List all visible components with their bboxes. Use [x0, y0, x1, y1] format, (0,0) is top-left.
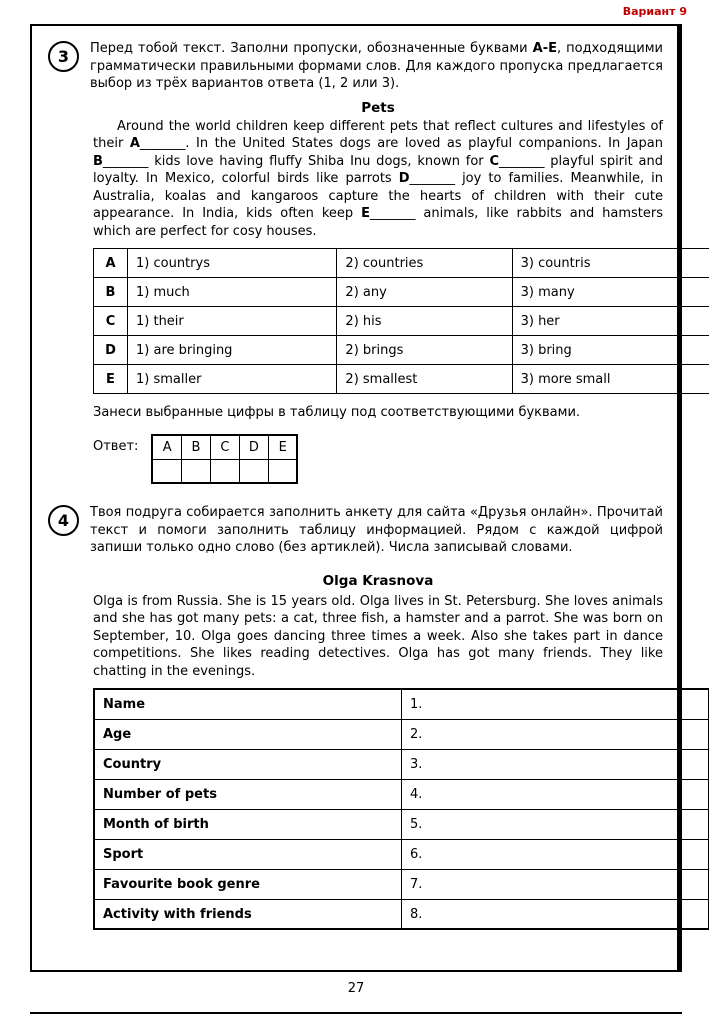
form-value: 6. [402, 839, 709, 869]
form-row [94, 779, 709, 809]
option-cell: 3) many [512, 278, 709, 307]
form-row [94, 809, 709, 839]
form-value: 7. [402, 869, 709, 899]
task3-reading-text: Around the world children keep different pets that reflect cultures and lifestyles of their A_______. In the United States dogs are loved as playful companions. In Japan B_______ kids love having fluffy Shiba Inu dogs, known for C_______ playful spirit and loyalty. In Mexico, colorful birds like parrots D_______ joy to families. Meanwhile, in Australia, koalas and kangaroos capture the hearts of children with their cute appearance. In India, kids often keep E_______ animals, like rabbits and hamsters which are perfect for cosy houses. [93, 118, 663, 239]
task3-header [46, 40, 663, 93]
answer-grid [151, 434, 298, 484]
task4-reading-text: Olga is from Russia. She is 15 years old. Olga lives in St. Petersburg. She loves animals and she has got many pets: a cat, three fish, a hamster and a parrot. She was born on September, 10. Olga goes dancing three times a week. Also she takes part in dance competitions. She likes reading detectives. Olga has got many friends. They like chatting in the evenings. [93, 593, 663, 679]
option-cell: 3) bring [512, 336, 709, 365]
form-row [94, 719, 709, 749]
option-cell: 3) more small [512, 365, 709, 394]
option-cell: 2) his [337, 307, 512, 336]
option-letter: C [94, 307, 128, 336]
form-row [94, 689, 709, 719]
option-letter: B [94, 278, 128, 307]
task4-instructions: Твоя подруга собирается заполнить анкету для сайта «Друзья онлайн». Прочитай текст и помоги заполнить таблицу информацией. Рядом с каждой цифрой запиши только одно слово (без артиклей). Числа записывай словами. [90, 505, 663, 556]
form-label: Month of birth [94, 809, 402, 839]
page-number: 27 [347, 981, 365, 996]
option-cell: 1) smaller [128, 365, 337, 394]
answer-input-row [152, 459, 297, 483]
option-cell: 1) their [128, 307, 337, 336]
answer-letter: E [268, 435, 297, 459]
answer-letter: B [181, 435, 210, 459]
form-label: Favourite book genre [94, 869, 402, 899]
option-letter: A [94, 249, 128, 278]
answer-cell [239, 459, 268, 483]
form-row [94, 899, 709, 929]
option-row [94, 365, 709, 394]
variant-label: Вариант 9 [622, 5, 687, 18]
task4-header [46, 504, 663, 557]
option-cell: 2) countries [337, 249, 512, 278]
form-label: Country [94, 749, 402, 779]
option-letter: E [94, 365, 128, 394]
option-cell: 3) her [512, 307, 709, 336]
form-row [94, 749, 709, 779]
form-table [93, 688, 709, 930]
answer-letter-row [152, 435, 297, 459]
content-box [30, 24, 682, 972]
option-letter: D [94, 336, 128, 365]
option-cell: 1) much [128, 278, 337, 307]
form-row [94, 839, 709, 869]
answer-letter: D [239, 435, 268, 459]
option-row [94, 249, 709, 278]
answer-letter: C [210, 435, 239, 459]
answer-letter: A [152, 435, 181, 459]
option-cell: 2) brings [337, 336, 512, 365]
form-label: Number of pets [94, 779, 402, 809]
answer-cell [210, 459, 239, 483]
form-label: Sport [94, 839, 402, 869]
task3-reading-title: Pets [361, 99, 395, 116]
option-cell: 2) smallest [337, 365, 512, 394]
task-3 [46, 40, 663, 484]
option-row [94, 336, 709, 365]
task3-instructions: Перед тобой текст. Заполни пропуски, обозначенные буквами А-Е, подходящими грамматически правильными формами слов. Для каждого пропуска предлагается выбор из трёх вариантов ответа (1, 2 или 3). [90, 41, 663, 92]
task4-reading-title: Olga Krasnova [322, 572, 434, 589]
options-table [93, 248, 709, 394]
answer-cell [181, 459, 210, 483]
option-cell: 2) any [337, 278, 512, 307]
task-4 [46, 504, 663, 930]
form-row [94, 869, 709, 899]
form-value: 5. [402, 809, 709, 839]
form-label: Name [94, 689, 402, 719]
form-value: 2. [402, 719, 709, 749]
option-cell: 1) are bringing [128, 336, 337, 365]
option-cell: 3) countris [512, 249, 709, 278]
form-label: Activity with friends [94, 899, 402, 929]
answer-label: Ответ: [93, 439, 139, 455]
option-row [94, 307, 709, 336]
option-cell: 1) countrys [128, 249, 337, 278]
answer-cell [268, 459, 297, 483]
transfer-instruction: Занеси выбранные цифры в таблицу под соответствующими буквами. [93, 405, 581, 421]
answer-cell [152, 459, 181, 483]
form-label: Age [94, 719, 402, 749]
answer-block [93, 434, 663, 484]
form-value: 8. [402, 899, 709, 929]
task3-number-badge: 3 [48, 41, 79, 72]
form-value: 1. [402, 689, 709, 719]
bottom-rule [30, 1012, 682, 1014]
option-row [94, 278, 709, 307]
form-value: 3. [402, 749, 709, 779]
form-value: 4. [402, 779, 709, 809]
task4-number-badge: 4 [48, 505, 79, 536]
